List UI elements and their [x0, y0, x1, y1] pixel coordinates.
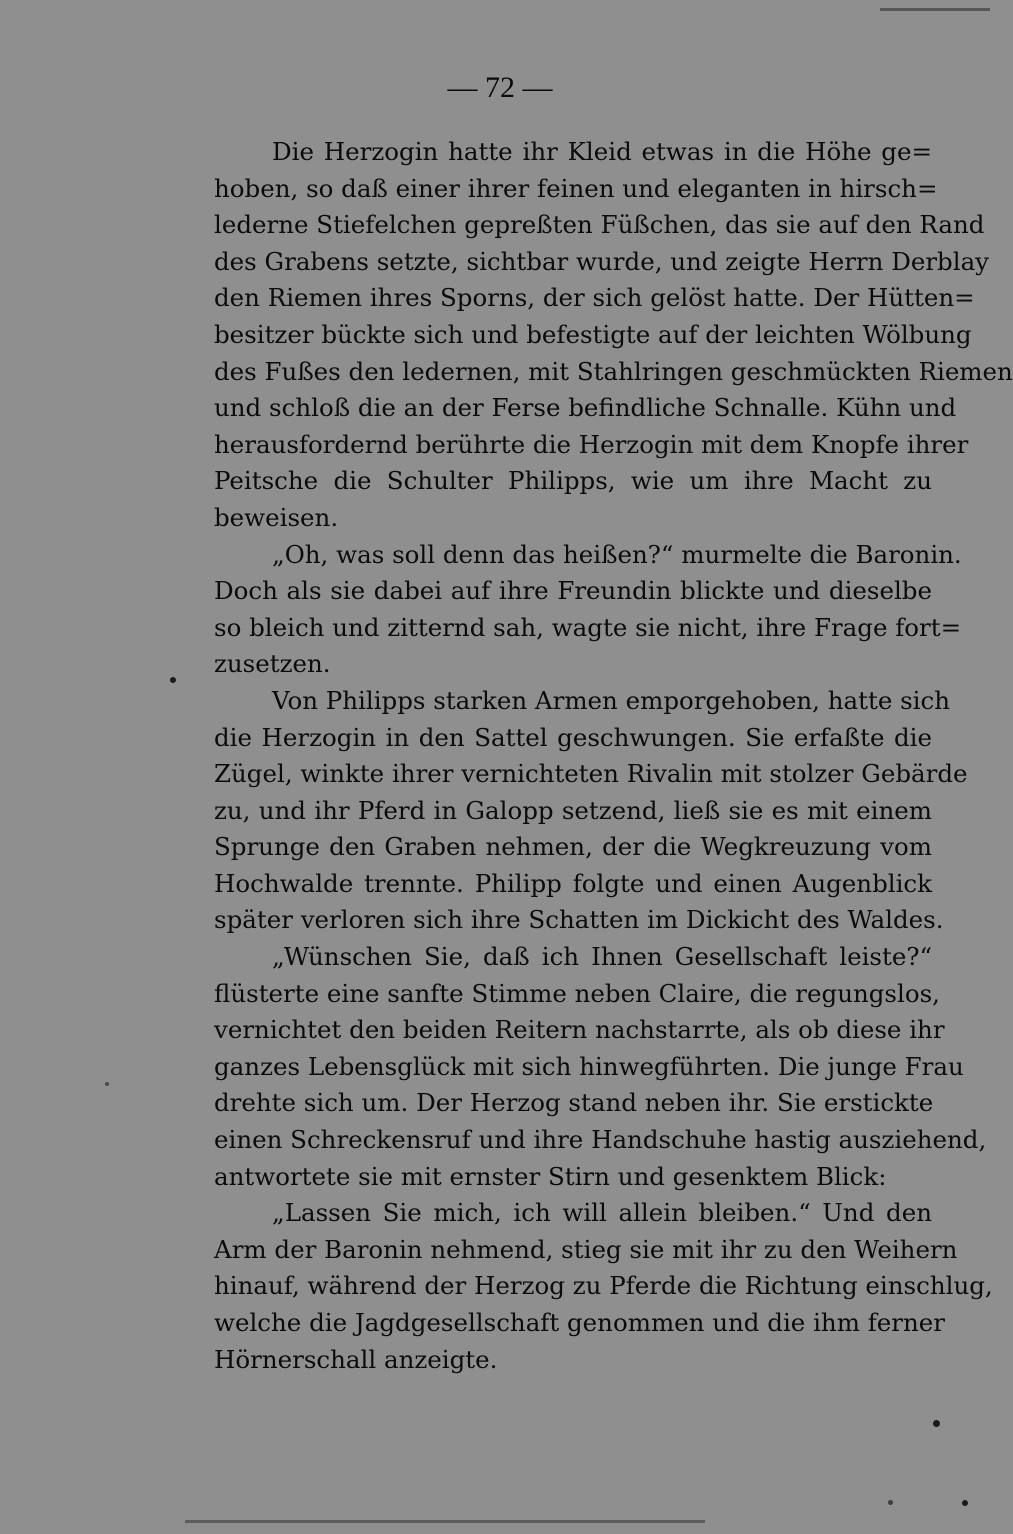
text-line: so bleich und zitternd sah, wagte sie nicht, ihre Frage fort= — [214, 612, 962, 642]
text-line: besitzer bückte sich und befestigte auf der leichten Wölbung — [214, 319, 972, 349]
text-line: vernichtet den beiden Reitern nachstarrte, als ob diese ihr — [214, 1015, 945, 1045]
scan-edge-bottom — [185, 1520, 705, 1523]
text-line: lederne Stiefelchen gepreßten Füßchen, das sie auf den Rand — [214, 210, 985, 240]
text-line: die Herzogin in den Sattel geschwungen. Sie erfaßte die — [214, 722, 932, 752]
text-line: hoben, so daß einer ihrer feinen und eleganten in hirsch= — [214, 173, 938, 203]
text-line: Arm der Baronin nehmend, stieg sie mit ihr zu den Weihern — [214, 1234, 958, 1264]
speck — [888, 1500, 893, 1505]
text-line: den Riemen ihres Sporns, der sich gelöst hatte. Der Hütten= — [214, 283, 975, 313]
text-line: Die Herzogin hatte ihr Kleid etwas in die Höhe ge= — [272, 137, 932, 166]
text-line: Hörnerschall anzeigte. — [214, 1344, 498, 1374]
text-line: Doch als sie dabei auf ihre Freundin blickte und dieselbe — [214, 576, 932, 606]
text-line: und schloß die an der Ferse befindliche Schnalle. Kühn und — [214, 393, 957, 423]
text-line: Von Philipps starken Armen emporgehoben, hatte sich — [272, 685, 951, 715]
text-line: „Oh, was soll denn das heißen?“ murmelte die Baronin. — [272, 539, 962, 569]
text-line: drehte sich um. Der Herzog stand neben ihr. Sie erstickte — [214, 1088, 934, 1118]
text-line: beweisen. — [214, 502, 339, 532]
text-line: Peitsche die Schulter Philipps, wie um ihre Macht zu — [214, 466, 932, 496]
scan-edge-top — [880, 8, 990, 11]
speck — [105, 1082, 109, 1086]
text-line: Zügel, winkte ihrer vernichteten Rivalin mit stolzer Gebärde — [214, 759, 968, 789]
body-text — [214, 134, 1013, 1378]
text-line: zusetzen. — [214, 649, 331, 679]
text-line: flüsterte eine sanfte Stimme neben Claire, die regungslos, — [214, 978, 940, 1008]
text-line: einen Schreckensruf und ihre Handschuhe hastig ausziehend, — [214, 1125, 987, 1155]
speck — [962, 1500, 968, 1506]
text-line: des Fußes den ledernen, mit Stahlringen geschmückten Riemen — [214, 356, 1013, 386]
text-line: antwortete sie mit ernster Stirn und gesenktem Blick: — [214, 1161, 887, 1191]
text-line: „Wünschen Sie, daß ich Ihnen Gesellschaft leiste?“ — [272, 942, 932, 972]
page-number: — 72 — — [447, 71, 553, 104]
text-line: „Lassen Sie mich, ich will allein bleiben.“ Und den — [272, 1198, 932, 1228]
text-line: Sprunge den Graben nehmen, der die Wegkreuzung vom — [214, 832, 932, 862]
text-line: des Grabens setzte, sichtbar wurde, und zeigte Herrn Derblay — [214, 246, 990, 276]
text-line: hinauf, während der Herzog zu Pferde die Richtung einschlug, — [214, 1271, 993, 1301]
text-line: später verloren sich ihre Schatten im Dickicht des Waldes. — [214, 905, 944, 935]
speck — [170, 677, 176, 683]
text-line: Hochwalde trennte. Philipp folgte und einen Augenblick — [214, 868, 932, 898]
text-line: zu, und ihr Pferd in Galopp setzend, ließ sie es mit einem — [214, 795, 932, 825]
text-line: herausfordernd berührte die Herzogin mit dem Knopfe ihrer — [214, 429, 969, 459]
speck — [933, 1420, 940, 1427]
text-line: ganzes Lebensglück mit sich hinwegführten. Die junge Frau — [214, 1051, 964, 1081]
text-line: welche die Jagdgesellschaft genommen und die ihm ferner — [214, 1308, 945, 1337]
